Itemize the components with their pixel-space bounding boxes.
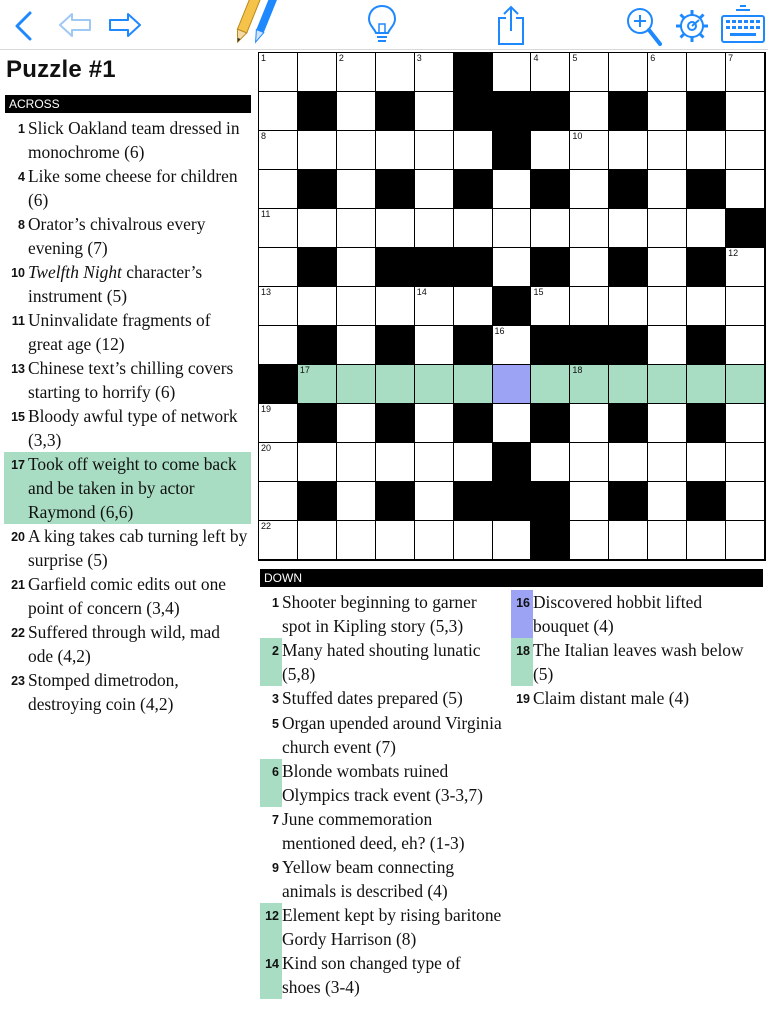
clue-number: 5 <box>272 717 279 731</box>
grid-cell[interactable] <box>648 443 687 482</box>
clue-text: Slick Oakland team dressed in monochrome (6) <box>28 118 240 162</box>
grid-cell[interactable] <box>648 209 687 248</box>
back-chevron-icon[interactable] <box>12 10 34 42</box>
grid-cell[interactable] <box>415 404 454 443</box>
grid-block <box>298 482 337 521</box>
down-clue[interactable] <box>260 855 505 903</box>
grid-cell[interactable] <box>259 209 298 248</box>
grid-cell[interactable] <box>259 404 298 443</box>
grid-cell[interactable] <box>415 521 454 560</box>
grid-cell[interactable] <box>337 170 376 209</box>
grid-cell[interactable] <box>337 365 376 404</box>
grid-cell[interactable] <box>415 92 454 131</box>
grid-cell[interactable] <box>648 404 687 443</box>
grid-block <box>259 365 298 404</box>
grid-block <box>454 404 493 443</box>
grid-cell[interactable] <box>376 53 415 92</box>
grid-block <box>493 92 532 131</box>
settings-gear-icon[interactable] <box>674 8 710 44</box>
down-clue[interactable] <box>511 686 761 711</box>
grid-cell[interactable] <box>259 92 298 131</box>
grid-cell[interactable] <box>648 170 687 209</box>
grid-cell[interactable] <box>337 248 376 287</box>
grid-cell-number: 4 <box>533 53 539 63</box>
grid-cell[interactable] <box>726 248 765 287</box>
grid-block <box>454 53 493 92</box>
grid-cell[interactable] <box>259 248 298 287</box>
grid-cell[interactable] <box>570 131 609 170</box>
grid-cell[interactable] <box>570 170 609 209</box>
grid-cell[interactable] <box>687 131 726 170</box>
across-clue[interactable] <box>4 524 251 572</box>
across-clue[interactable] <box>4 116 251 164</box>
clue-text: Like some cheese for children (6) <box>28 166 238 210</box>
clue-number: 9 <box>272 861 279 875</box>
grid-cell[interactable] <box>687 443 726 482</box>
grid-cell[interactable] <box>570 404 609 443</box>
grid-cell-number: 20 <box>261 443 272 453</box>
grid-cell[interactable] <box>609 53 648 92</box>
grid-cell-number: 1 <box>261 53 267 63</box>
grid-cell[interactable] <box>337 287 376 326</box>
down-clue-list-col2 <box>511 590 761 711</box>
grid-block <box>609 404 648 443</box>
grid-cell[interactable] <box>570 365 609 404</box>
down-clue[interactable] <box>260 590 505 638</box>
grid-cell-number: 16 <box>494 326 505 336</box>
clue-text: Orator’s chivalrous every evening (7) <box>28 214 206 258</box>
across-clue[interactable] <box>4 572 251 620</box>
grid-cell[interactable] <box>687 365 726 404</box>
across-clue[interactable] <box>4 620 251 668</box>
clue-text: June commemoration mentioned deed, eh? (1-3) <box>282 809 465 853</box>
clue-text: Many hated shouting lunatic (5,8) <box>282 640 481 684</box>
down-clue[interactable] <box>260 903 505 951</box>
grid-cell[interactable] <box>648 365 687 404</box>
clue-text: Yellow beam connecting animals is described (4) <box>282 857 455 901</box>
grid-cell[interactable] <box>376 287 415 326</box>
grid-cell[interactable] <box>648 326 687 365</box>
clue-text: Element kept by rising baritone Gordy Harrison (8) <box>282 905 502 949</box>
grid-cell[interactable] <box>531 287 570 326</box>
grid-cell[interactable] <box>609 521 648 560</box>
grid-cell[interactable] <box>726 287 765 326</box>
grid-cell[interactable] <box>376 365 415 404</box>
down-clue[interactable] <box>511 638 761 686</box>
grid-cell[interactable] <box>570 209 609 248</box>
grid-cell-number: 2 <box>338 53 344 63</box>
grid-cell[interactable] <box>298 287 337 326</box>
clue-number: 16 <box>511 590 533 638</box>
clue-number: 6 <box>260 759 282 807</box>
across-clue-list <box>4 116 251 716</box>
down-clue[interactable] <box>260 711 505 759</box>
clue-number: 1 <box>18 122 25 136</box>
grid-block <box>687 404 726 443</box>
grid-block <box>493 482 532 521</box>
grid-cell[interactable] <box>298 209 337 248</box>
grid-block <box>454 92 493 131</box>
across-clue[interactable] <box>4 356 251 404</box>
grid-block <box>376 482 415 521</box>
grid-cell[interactable] <box>570 443 609 482</box>
grid-cell-number: 11 <box>261 209 271 219</box>
grid-cell-number: 6 <box>650 53 656 63</box>
grid-block <box>531 326 570 365</box>
grid-cell[interactable] <box>648 248 687 287</box>
grid-cell[interactable] <box>415 287 454 326</box>
grid-cell[interactable] <box>648 287 687 326</box>
grid-cell[interactable] <box>609 131 648 170</box>
grid-cell[interactable] <box>259 131 298 170</box>
grid-cell[interactable] <box>259 326 298 365</box>
grid-block <box>376 326 415 365</box>
clue-text: Blonde wombats ruined Olympics track event (3-3,7) <box>282 761 483 805</box>
grid-cell[interactable] <box>609 365 648 404</box>
down-clue[interactable] <box>260 686 505 711</box>
grid-block <box>687 326 726 365</box>
grid-cell[interactable] <box>726 326 765 365</box>
grid-cell-number: 12 <box>728 248 739 258</box>
grid-block <box>493 443 532 482</box>
clue-number: 2 <box>260 638 282 686</box>
across-clue[interactable] <box>4 212 251 260</box>
down-clue[interactable] <box>260 759 505 807</box>
grid-cell-number: 7 <box>728 53 734 63</box>
grid-cell[interactable] <box>609 287 648 326</box>
grid-cell[interactable] <box>493 248 532 287</box>
grid-block <box>531 170 570 209</box>
down-clue[interactable] <box>260 951 505 999</box>
grid-cell[interactable] <box>415 482 454 521</box>
clue-text: Stomped dimetrodon, destroying coin (4,2) <box>28 670 179 714</box>
grid-block <box>376 404 415 443</box>
grid-cell[interactable] <box>726 53 765 92</box>
grid-block <box>726 209 765 248</box>
grid-cell[interactable] <box>726 92 765 131</box>
clue-text: Stuffed dates prepared (5) <box>282 688 463 708</box>
grid-cell[interactable] <box>454 521 493 560</box>
grid-block <box>531 521 570 560</box>
across-clue[interactable] <box>4 308 251 356</box>
grid-cell[interactable] <box>337 482 376 521</box>
grid-cell[interactable] <box>298 131 337 170</box>
clue-text: Shooter beginning to garner spot in Kipling story (5,3) <box>282 592 477 636</box>
down-clue[interactable] <box>260 807 505 855</box>
clue-number: 18 <box>511 638 533 686</box>
grid-cell[interactable] <box>454 131 493 170</box>
grid-cell[interactable] <box>298 365 337 404</box>
grid-cell-number: 5 <box>572 53 578 63</box>
clue-text: Discovered hobbit lifted bouquet (4) <box>533 592 703 636</box>
grid-block <box>454 326 493 365</box>
grid-block <box>493 287 532 326</box>
crossword-grid[interactable] <box>258 52 766 561</box>
grid-cell[interactable] <box>648 92 687 131</box>
grid-block <box>609 92 648 131</box>
clue-text: Suffered through wild, mad ode (4,2) <box>28 622 220 666</box>
clue-number: 13 <box>11 362 25 376</box>
clue-text: A king takes cab turning left by surprise (5) <box>28 526 248 570</box>
grid-cell-number: 19 <box>261 404 272 414</box>
grid-cell[interactable] <box>531 365 570 404</box>
grid-cell-number: 15 <box>533 287 544 297</box>
grid-cell[interactable] <box>337 521 376 560</box>
grid-block <box>687 170 726 209</box>
grid-cell[interactable] <box>687 521 726 560</box>
clue-number: 10 <box>11 266 25 280</box>
grid-cell[interactable] <box>726 482 765 521</box>
grid-cell[interactable] <box>687 287 726 326</box>
across-clue[interactable] <box>4 668 251 716</box>
grid-cell[interactable] <box>337 92 376 131</box>
grid-cell[interactable] <box>415 365 454 404</box>
clue-text <box>28 260 249 308</box>
clue-text: Chinese text’s chilling covers starting to horrify (6) <box>28 358 234 402</box>
grid-cell[interactable] <box>531 209 570 248</box>
clue-text: Kind son changed type of shoes (3-4) <box>282 953 461 997</box>
lightbulb-icon[interactable] <box>366 4 398 46</box>
across-clue[interactable] <box>4 260 251 308</box>
clue-number: 8 <box>18 218 25 232</box>
grid-cell[interactable] <box>376 521 415 560</box>
grid-block <box>531 248 570 287</box>
grid-block <box>454 170 493 209</box>
grid-cell[interactable] <box>454 443 493 482</box>
grid-cell[interactable] <box>298 443 337 482</box>
grid-cell[interactable] <box>259 53 298 92</box>
clue-number: 20 <box>11 530 25 544</box>
grid-cell[interactable] <box>493 53 532 92</box>
clue-text: Uninvalidate fragments of great age (12) <box>28 310 211 354</box>
grid-cell[interactable] <box>259 482 298 521</box>
grid-block <box>493 131 532 170</box>
clue-text: Garfield comic edits out one point of concern (3,4) <box>28 574 226 618</box>
grid-cell[interactable] <box>570 53 609 92</box>
grid-block <box>609 170 648 209</box>
grid-block <box>531 92 570 131</box>
grid-cell[interactable] <box>648 521 687 560</box>
down-clue-list-col1 <box>260 590 505 999</box>
grid-cell[interactable] <box>531 53 570 92</box>
clue-number: 14 <box>260 951 282 999</box>
across-clue[interactable] <box>4 452 251 524</box>
grid-cell[interactable] <box>454 209 493 248</box>
grid-block <box>298 92 337 131</box>
grid-cell[interactable] <box>298 53 337 92</box>
grid-cell[interactable] <box>337 209 376 248</box>
clue-text: Took off weight to come back and be taken in by actor Raymond (6,6) <box>28 454 237 522</box>
share-icon[interactable] <box>496 4 526 46</box>
grid-cell-number: 22 <box>261 521 272 531</box>
grid-cell[interactable] <box>726 443 765 482</box>
grid-block <box>298 326 337 365</box>
clue-number: 21 <box>11 578 25 592</box>
grid-block <box>687 482 726 521</box>
grid-cell[interactable] <box>648 53 687 92</box>
grid-cell[interactable] <box>648 131 687 170</box>
grid-cell-number: 13 <box>261 287 272 297</box>
grid-cell[interactable] <box>493 170 532 209</box>
grid-block <box>687 248 726 287</box>
grid-cell[interactable] <box>726 170 765 209</box>
grid-cell[interactable] <box>687 53 726 92</box>
grid-cell[interactable] <box>570 287 609 326</box>
grid-cell[interactable] <box>298 521 337 560</box>
grid-block <box>298 248 337 287</box>
grid-cell[interactable] <box>493 521 532 560</box>
grid-cell[interactable] <box>415 53 454 92</box>
grid-block <box>531 482 570 521</box>
grid-block <box>687 92 726 131</box>
grid-cell[interactable] <box>337 53 376 92</box>
down-clue[interactable] <box>511 590 761 638</box>
grid-block <box>609 248 648 287</box>
grid-cell[interactable] <box>415 131 454 170</box>
grid-block <box>609 326 648 365</box>
grid-cell-number: 8 <box>261 131 267 141</box>
grid-cell[interactable] <box>687 209 726 248</box>
clue-number: 15 <box>11 410 25 424</box>
grid-cell[interactable] <box>570 482 609 521</box>
grid-cell[interactable] <box>337 326 376 365</box>
grid-cell[interactable] <box>493 404 532 443</box>
grid-cell[interactable] <box>726 521 765 560</box>
grid-cell[interactable] <box>415 326 454 365</box>
clue-text-rest: character’s instrument (5) <box>28 262 203 306</box>
grid-cell[interactable] <box>648 482 687 521</box>
grid-cell[interactable] <box>415 209 454 248</box>
clue-text: Claim distant male (4) <box>533 688 689 708</box>
grid-block <box>376 248 415 287</box>
undo-arrow-icon[interactable] <box>58 10 94 40</box>
grid-block <box>609 482 648 521</box>
grid-cell[interactable] <box>609 443 648 482</box>
puzzle-title: Puzzle #1 <box>6 56 116 83</box>
grid-cell[interactable] <box>337 131 376 170</box>
grid-cell[interactable] <box>415 170 454 209</box>
keyboard-icon[interactable] <box>720 4 766 46</box>
grid-cell[interactable] <box>337 404 376 443</box>
grid-block <box>454 482 493 521</box>
grid-block <box>298 170 337 209</box>
grid-cell[interactable] <box>609 209 648 248</box>
grid-cell[interactable] <box>726 131 765 170</box>
across-header: ACROSS <box>5 95 251 113</box>
grid-block <box>415 248 454 287</box>
grid-cell[interactable] <box>259 521 298 560</box>
clue-text: The Italian leaves wash below (5) <box>533 640 744 684</box>
grid-cell[interactable] <box>493 209 532 248</box>
grid-cell[interactable] <box>259 170 298 209</box>
clue-number: 7 <box>272 813 279 827</box>
clue-number: 12 <box>260 903 282 951</box>
redo-arrow-icon[interactable] <box>106 10 142 40</box>
grid-cell[interactable] <box>415 443 454 482</box>
down-clue[interactable] <box>260 638 505 686</box>
down-header: DOWN <box>260 569 763 587</box>
clue-number: 19 <box>516 692 530 706</box>
across-clue[interactable] <box>4 164 251 212</box>
grid-cell[interactable] <box>259 443 298 482</box>
grid-cell[interactable] <box>570 521 609 560</box>
pencil-pen-icon[interactable] <box>226 0 282 48</box>
clue-number: 23 <box>11 674 25 688</box>
clue-text: Bloody awful type of network (3,3) <box>28 406 238 450</box>
grid-cell[interactable] <box>726 365 765 404</box>
clue-number: 1 <box>272 596 279 610</box>
grid-cell[interactable] <box>493 365 532 404</box>
clue-number: 22 <box>11 626 25 640</box>
grid-cell-number: 17 <box>299 365 310 375</box>
grid-block <box>454 248 493 287</box>
grid-cell[interactable] <box>454 287 493 326</box>
clue-text: Organ upended around Virginia church event (7) <box>282 713 502 757</box>
grid-block <box>376 170 415 209</box>
grid-cell-number: 10 <box>572 131 583 141</box>
grid-block <box>531 404 570 443</box>
grid-cell[interactable] <box>259 287 298 326</box>
clue-number: 4 <box>18 170 25 184</box>
grid-cell[interactable] <box>531 131 570 170</box>
grid-cell-number: 14 <box>416 287 427 297</box>
grid-block <box>570 326 609 365</box>
grid-cell[interactable] <box>376 131 415 170</box>
grid-block <box>376 92 415 131</box>
grid-cell[interactable] <box>454 365 493 404</box>
clue-number: 17 <box>11 458 25 472</box>
grid-cell[interactable] <box>337 443 376 482</box>
grid-cell[interactable] <box>570 92 609 131</box>
clue-italic-title: Twelfth Night <box>28 262 122 282</box>
grid-block <box>298 404 337 443</box>
grid-cell[interactable] <box>570 248 609 287</box>
grid-cell[interactable] <box>726 404 765 443</box>
clue-number: 11 <box>11 314 25 328</box>
grid-cell[interactable] <box>376 209 415 248</box>
grid-cell[interactable] <box>493 326 532 365</box>
grid-cell-number: 18 <box>572 365 583 375</box>
toolbar <box>0 0 768 50</box>
zoom-in-icon[interactable] <box>624 4 664 48</box>
grid-cell-number: 3 <box>416 53 422 63</box>
across-clue[interactable] <box>4 404 251 452</box>
grid-cell[interactable] <box>376 443 415 482</box>
clue-number: 3 <box>272 692 279 706</box>
grid-cell[interactable] <box>531 443 570 482</box>
